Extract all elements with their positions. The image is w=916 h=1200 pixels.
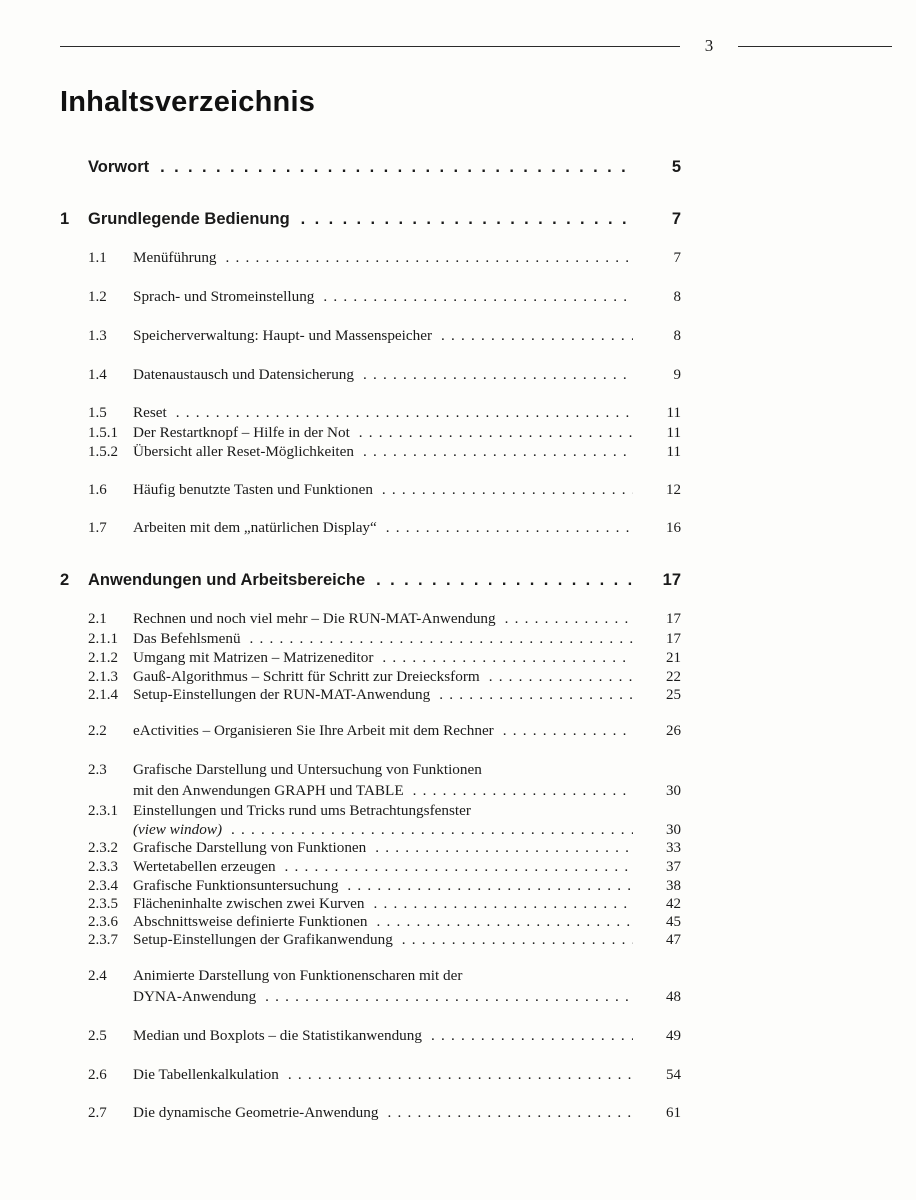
toc-entry-title: Rechnen und noch viel mehr – Die RUN-MAT-Anwendung <box>133 610 500 627</box>
toc-entry-page: 7 <box>673 250 681 266</box>
toc-entry-page: 25 <box>666 687 681 703</box>
toc-entry-number: 2.3.2 <box>88 840 118 856</box>
toc-entry-title: Wertetabellen erzeugen <box>133 858 280 875</box>
toc-entry-number: 2.3.1 <box>88 803 118 819</box>
toc-entry-number: 2.1.2 <box>88 650 118 666</box>
toc-entry-2-1-4[interactable] <box>0 684 916 706</box>
toc-entry-title: Median und Boxplots – die Statistikanwendung <box>133 1027 426 1044</box>
toc-entry-number: 2.6 <box>88 1067 107 1083</box>
toc-entry-page: 45 <box>666 914 681 930</box>
toc-entry-1-4[interactable] <box>0 364 916 386</box>
toc-entry-page: 7 <box>671 210 681 228</box>
toc-entry-1-3[interactable] <box>0 325 916 347</box>
toc-entry-2-7[interactable] <box>0 1102 916 1124</box>
toc-entry-title: Animierte Darstellung von Funktionenscharen mit der <box>133 967 463 984</box>
toc-entry-title: Grafische Darstellung und Untersuchung von Funktionen <box>133 761 482 778</box>
page-title: Inhaltsverzeichnis <box>60 86 316 118</box>
toc-entry-page: 37 <box>666 859 681 875</box>
toc-entry-number: 2.1.4 <box>88 687 118 703</box>
toc-entry-title: Grundlegende Bedienung <box>88 210 294 228</box>
toc-entry-1-5[interactable] <box>0 402 916 424</box>
toc-entry-number: 2.3 <box>88 762 107 778</box>
toc-entry-number: 1.5.2 <box>88 444 118 460</box>
toc-entry-title: Der Restartknopf – Hilfe in der Not <box>133 424 354 441</box>
toc-entry-title: Datenaustausch und Datensicherung <box>133 366 358 383</box>
toc-entry-page: 16 <box>666 520 681 536</box>
toc-entry-title: Vorwort <box>88 158 153 176</box>
toc-entry-number: 2.1.3 <box>88 669 118 685</box>
toc-entry-title: eActivities – Organisieren Sie Ihre Arbeit mit dem Rechner <box>133 722 498 739</box>
toc-entry-page: 49 <box>666 1028 681 1044</box>
toc-entry-page: 42 <box>666 896 681 912</box>
toc-entry-title: Arbeiten mit dem „natürlichen Display“ <box>133 519 381 536</box>
toc-entry-title: Das Befehlsmenü <box>133 630 245 647</box>
toc-entry-2-3-7[interactable] <box>0 929 916 951</box>
toc-entry-number: 1.3 <box>88 328 107 344</box>
toc-entry-number: 1.5.1 <box>88 425 118 441</box>
toc-entry-page: 38 <box>666 878 681 894</box>
toc-entry-number: 2.3.6 <box>88 914 118 930</box>
toc-entry-number: 2.4 <box>88 968 107 984</box>
toc-entry-page: 17 <box>666 631 681 647</box>
toc-entry-number: 1.4 <box>88 367 107 383</box>
toc-entry-number: 1 <box>60 210 70 228</box>
toc-entry-number: 2.3.7 <box>88 932 118 948</box>
toc-entry-number: 1.7 <box>88 520 107 536</box>
toc-entry-number: 2.5 <box>88 1028 107 1044</box>
toc-entry-number: 1.2 <box>88 289 107 305</box>
toc-entry-title-cont: DYNA-Anwendung <box>133 988 260 1005</box>
toc-entry-page: 12 <box>666 482 681 498</box>
toc-entry-1-1[interactable] <box>0 247 916 269</box>
toc-entry-title: Die dynamische Geometrie-Anwendung <box>133 1104 382 1121</box>
toc-entry-page: 11 <box>666 425 681 441</box>
toc-chapter-2[interactable] <box>0 569 916 591</box>
toc-entry-page: 30 <box>666 822 681 838</box>
toc-entry-number: 1.5 <box>88 405 107 421</box>
toc-entry-page: 61 <box>666 1105 681 1121</box>
toc-entry-1-5-2[interactable] <box>0 441 916 463</box>
toc-entry-title: Menüführung <box>133 249 221 266</box>
toc-entry-title: Setup-Einstellungen der RUN-MAT-Anwendung <box>133 686 434 703</box>
toc-entry-title: Grafische Funktionsuntersuchung <box>133 877 342 894</box>
page-number: 3 <box>704 36 714 55</box>
toc-entry-page: 22 <box>666 669 681 685</box>
toc-entry-title: Gauß-Algorithmus – Schritt für Schritt zur Dreiecksform <box>133 668 484 685</box>
toc-entry-2-4-cont[interactable] <box>0 986 916 1008</box>
toc-entry-page: 9 <box>673 367 681 383</box>
toc-entry-number: 2.7 <box>88 1105 107 1121</box>
toc-entry-2-5[interactable] <box>0 1025 916 1047</box>
toc-entry-number: 2.1 <box>88 611 107 627</box>
toc-entry-page: 8 <box>673 289 681 305</box>
toc-entry-page: 21 <box>666 650 681 666</box>
toc-entry-title: Sprach- und Stromeinstellung <box>133 288 318 305</box>
toc-entry-page: 11 <box>666 444 681 460</box>
toc-entry-title-cont: (view window) <box>133 821 226 838</box>
toc-entry-title: Häufig benutzte Tasten und Funktionen <box>133 481 377 498</box>
toc-entry-page: 48 <box>666 989 681 1005</box>
toc-entry-title: Übersicht aller Reset-Möglichkeiten <box>133 443 358 460</box>
toc-entry-title: Grafische Darstellung von Funktionen <box>133 839 370 856</box>
toc-entry-number: 1.1 <box>88 250 107 266</box>
toc-entry-number: 2.2 <box>88 723 107 739</box>
toc-chapter-1[interactable] <box>0 208 916 230</box>
toc-entry-page: 30 <box>666 783 681 799</box>
toc-entry-title: Abschnittsweise definierte Funktionen <box>133 913 372 930</box>
toc-entry-page: 26 <box>666 723 681 739</box>
toc-entry-number: 1.6 <box>88 482 107 498</box>
toc-entry-page: 54 <box>666 1067 681 1083</box>
toc-entry-2-1[interactable] <box>0 608 916 630</box>
toc-entry-2-3[interactable] <box>0 759 916 781</box>
toc-entry-number: 2.1.1 <box>88 631 118 647</box>
toc-entry-2-6[interactable] <box>0 1064 916 1086</box>
toc-entry-title: Einstellungen und Tricks rund ums Betrachtungsfenster <box>133 802 471 819</box>
toc-entry-number: 2.3.5 <box>88 896 118 912</box>
toc-entry-number: 2.3.3 <box>88 859 118 875</box>
toc-entry-page: 33 <box>666 840 681 856</box>
toc-entry-1-7[interactable] <box>0 517 916 539</box>
toc-entry-title: Umgang mit Matrizen – Matrizeneditor <box>133 649 377 666</box>
toc-entry-number: 2.3.4 <box>88 878 118 894</box>
toc-entry-number: 2 <box>60 571 70 589</box>
toc-entry-page: 11 <box>666 405 681 421</box>
toc-entry-page: 8 <box>673 328 681 344</box>
toc-entry-1-2[interactable] <box>0 286 916 308</box>
toc-entry-title: Setup-Einstellungen der Grafikanwendung <box>133 931 397 948</box>
toc-entry-2-4[interactable] <box>0 965 916 987</box>
toc-entry-page: 47 <box>666 932 681 948</box>
toc-entry-title: Anwendungen und Arbeitsbereiche <box>88 571 369 589</box>
toc-entry-2-2[interactable] <box>0 720 916 742</box>
toc-entry-1-6[interactable] <box>0 479 916 501</box>
toc-entry-page: 17 <box>666 611 681 627</box>
toc-entry-vorwort[interactable] <box>0 156 916 178</box>
toc-entry-2-3-cont[interactable] <box>0 780 916 802</box>
toc-entry-title: Die Tabellenkalkulation <box>133 1066 283 1083</box>
toc-entry-title: Speicherverwaltung: Haupt- und Massenspeicher <box>133 327 436 344</box>
toc-entry-page: 5 <box>671 158 681 176</box>
toc-entry-title: Reset <box>133 404 171 421</box>
toc-entry-title-cont: mit den Anwendungen GRAPH und TABLE <box>133 782 408 799</box>
toc-entry-title: Flächeninhalte zwischen zwei Kurven <box>133 895 369 912</box>
toc-entry-page: 17 <box>662 571 681 589</box>
